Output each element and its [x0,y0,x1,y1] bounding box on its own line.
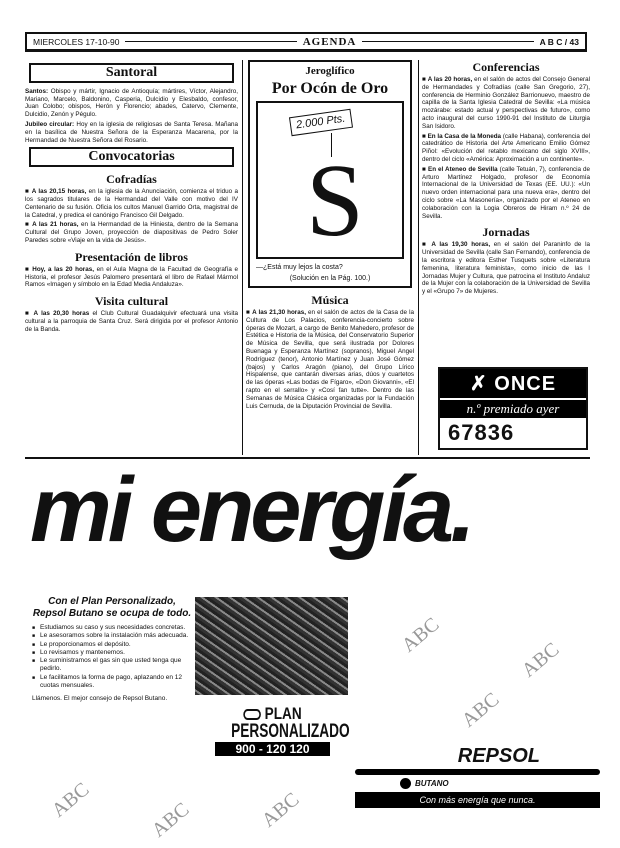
ad-bullet: ■ Le asesoramos sobre la instalación más adecuada. [32,632,192,640]
ad-bullet: ■ Lo revisamos y mantenemos. [32,649,192,657]
watermark: ABC [517,638,564,682]
article: ■ A las 21 horas, en la Hermandad de la Hiniesta, dentro de la Semana Cultural del Grupo Joven, proyección de diapositivas de Pedro Soler Paredes sobre «Viaje en la vida de Jesús». [25,221,238,244]
right-column [422,60,590,298]
repsol-logo [355,745,600,808]
article: ■ En la Casa de la Moneda (calle Habana), conferencia del catedrático de Historia del Arte Americano Emilio Gómez Piñol: «Evolución del retablo mexicano del siglo XVIII», dentro del ciclo «América: Aproximación a un continente». [422,132,590,163]
jornadas-heading: Jornadas [482,225,530,240]
cofradias-heading: Cofradías [106,172,157,187]
butano-dot-icon [400,778,411,789]
once-box [438,367,588,450]
musica-heading: Música [311,293,349,307]
watermark: ABC [147,798,194,842]
ad-bullet: ■ Estudiamos su caso y sus necesidades concretas. [32,624,192,632]
convocatorias-heading: Convocatorias [29,147,234,167]
article: ■ A las 20,15 horas, en la iglesia de la Anunciación, comienza el triduo a los sagrados titulares de la Hermandad del Valle con motivo del IV Centenario de su fusión. Oficia los cultos Manuel Garrido Orta, magistral de la Catedral, y predica el canónigo Francisco Gil Delgado. [25,188,238,219]
jeroglifico-box [248,60,412,288]
tank-icon [243,709,261,720]
once-label: n.º premiado ayer [440,400,586,418]
jeroglifico-label: Jeroglífico [305,65,355,77]
ad-headline-1: Con el Plan Personalizado, [48,596,176,607]
santoral-heading: Santoral [29,63,234,83]
ad-closing: Llámenos. El mejor consejo de Repsol Butano. [32,695,168,703]
article: ■ Hoy, a las 20 horas, en el Aula Magna de la Facultad de Geografía e Historia, el profesor Jesús Palomero presentará el libro de Rafael Mármol Ramos «Imagen y símbolo en la Edad Media Andaluza». [25,265,238,289]
conferencias-heading: Conferencias [472,60,540,74]
once-logo: ✗ ONCE [440,369,586,398]
butano-label: BUTANO [415,779,449,788]
libros-heading: Presentación de libros [75,249,188,264]
repsol-brand: REPSOL [457,745,540,767]
article: ■ A las 19,30 horas, en el salón del Paraninfo de la Universidad de Sevilla (calle San Fernando), conferencia de la escritora y editora Esther Tusquets sobre «Literatura femenina, literatura feminista», como inicio de las I Jornadas Mujer y Cultura, que patrocina el Instituto Andaluz de la Mujer con la colaboración de la Universidad de Sevilla y el «Grupo 7» de Mujeres. [422,241,590,296]
left-column [25,60,238,336]
ad-photo [195,597,348,695]
jeroglifico-solution: (Solución en la Pág. 100.) [289,275,371,282]
plan-logo: PLAN PERSONALIZADO 900 - 120 120 [215,705,330,756]
visita-heading: Visita cultural [94,294,169,309]
watermark: ABC [257,788,304,832]
jeroglifico-title: Por Ocón de Oro [271,80,389,97]
ad-slogan: mi energía. [30,459,472,561]
ad-text [32,596,192,706]
article: ■ A las 20,30 horas el Club Cultural Guadalquivir efectuará una visita cultural a la parroquia de Santa Cruz. Será dirigida por el profesor Antonio de la Banda. [25,310,238,333]
ad-bullet: ■ Le proporcionamos el depósito. [32,641,192,649]
tagline: Con más energía que nunca. [355,792,600,808]
jeroglifico-question: —¿Está muy lejos la costa? [256,264,343,271]
middle-column [246,60,414,412]
ad-bullet: ■ Le suministramos el gas sin que usted tenga que pedirlo. [32,657,192,674]
ad-headline-2: Repsol Butano se ocupa de todo. [32,608,192,619]
date: MIERCOLES 17-10-90 [33,36,120,47]
article: ■ En el Ateneo de Sevilla (calle Tetuán, 7), conferencia de Arturo Martínez Holgado, profesor de Economía Internacional de la Universidad de Texas (EE. UU.): «Un nuevo orden internacional para una nueva era», dentro del ciclo sobre «La Masonería», organizado por el Ateneo en colaboración con la Logia Obreros de Hiram n.º 24 de Sevilla. [422,165,590,220]
ad-bullet: ■ Le facilitamos la forma de pago, aplazando en 12 cuotas mensuales. [32,674,192,691]
page-number: A B C / 43 [539,36,579,47]
santoral-text: Santos: Obispo y mártir, Ignacio de Antioquía; mártires, Víctor, Alejandro, Mariano, Marcelo, Baldonino, Casperia, Dulcidio y Elesbaldo, confesor, Juan Colobo; obispos, Herón y Florencio; abades, Catervo, Clemente, Dulcidio, Zenón y Pégulo. [25,87,238,119]
jubileo-text: Jubileo circular: Hoy en la iglesia de religiosas de Santa Teresa. Mañana en la basílica de Nuestra Señora de la Esperanza Macarena, por la Hermandad de Nuestra Señora del Rosario. [25,120,238,144]
phone-number: 900 - 120 120 [215,742,330,756]
letter-s: S [306,143,364,258]
article: ■ A las 21,30 horas, en el salón de actos de la Casa de la Cultura de Los Palacios, conferencia-concierto sobre óperas de Mozart, a cargo de Benito Mahedero, profesor de Estética e Historia de la Música, del Conservatorio Superior de Música de Sevilla, que será ilustrada por Dolores Buenaga y Esperanza Martínez (sopranos), Miguel Angel Rodríguez (tenor), Antonio Martínez y Juan José Gómez (bajos) y Carlos Aragón (piano), del Grupo Lírico Hispalense, que cantarán diversas arias, dúos y cuartetos de las óperas «Las bodas de Fígaro», «Don Giovanni», «El rapto en el serrallo» y «Cosí fan tutte». Dentro de las Semanas de Música Clásica organizadas por la Fundación Luis Cernuda, de la Diputación Provincial de Sevilla. [246,309,414,410]
section-title: AGENDA [302,35,357,48]
watermark: ABC [397,613,444,657]
watermark: ABC [47,778,94,822]
jeroglifico-drawing [256,101,404,259]
article: ■ A las 20 horas, en el salón de actos del Consejo General de Hermandades y Cofradías (calle San Gregorio, 27), conferencia de Herminio González Barrionuevo, maestro de capilla de la Santa Iglesia Catedral de Sevilla: «La música mozárabe: estado actual y perspectivas de futuro», como acto inaugural del curso 1990-91 del Instituto de Liturgia San Isidoro. [422,76,591,130]
watermark: ABC [457,688,504,732]
page-header [25,32,587,52]
once-number: 67836 [448,420,515,445]
price-sign: 2.000 Pts. [289,109,353,136]
